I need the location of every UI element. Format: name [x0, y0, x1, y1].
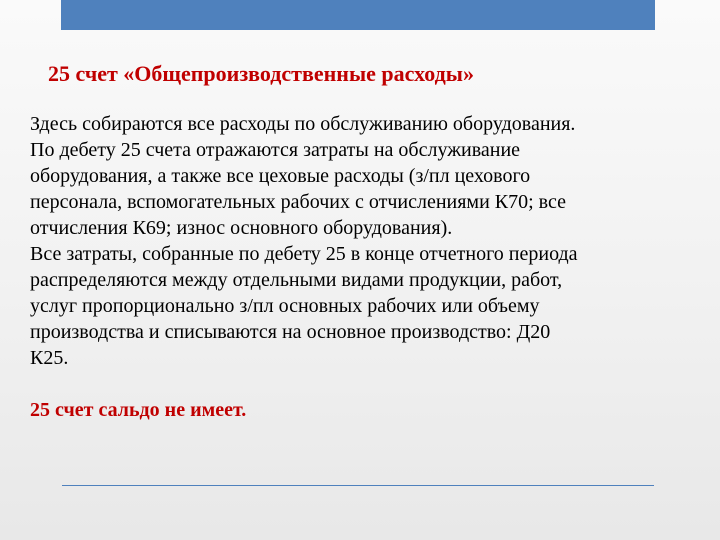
conclusion-text: 25 счет сальдо не имеет. [30, 399, 247, 421]
paragraph-expense-distribution [30, 241, 702, 371]
paragraph-spacer [30, 371, 702, 397]
body-line: персонала, вспомогательных рабочих с отчислениями К70; все [30, 191, 567, 213]
paragraph-expense-collection [30, 111, 702, 241]
body-line: К25. [30, 347, 69, 369]
body-line: услуг пропорционально з/пл основных рабочих или объему [30, 295, 540, 317]
bottom-divider [62, 485, 654, 486]
slide-body [30, 111, 702, 423]
body-line: Все затраты, собранные по дебету 25 в конце отчетного периода [30, 243, 578, 265]
body-line: отчисления К69; износ основного оборудования). [30, 217, 453, 239]
body-line: производства и списываются на основное производство: Д20 [30, 321, 551, 343]
body-line: Здесь собираются все расходы по обслуживанию оборудования. [30, 113, 576, 135]
top-accent-bar [61, 0, 655, 30]
body-line: оборудования, а также все цеховые расходы (з/пл цехового [30, 165, 531, 187]
body-line: По дебету 25 счета отражаются затраты на обслуживание [30, 139, 521, 161]
slide-title: 25 счет «Общепроизводственные расходы» [48, 61, 474, 86]
body-line: распределяются между отдельными видами продукции, работ, [30, 269, 563, 291]
